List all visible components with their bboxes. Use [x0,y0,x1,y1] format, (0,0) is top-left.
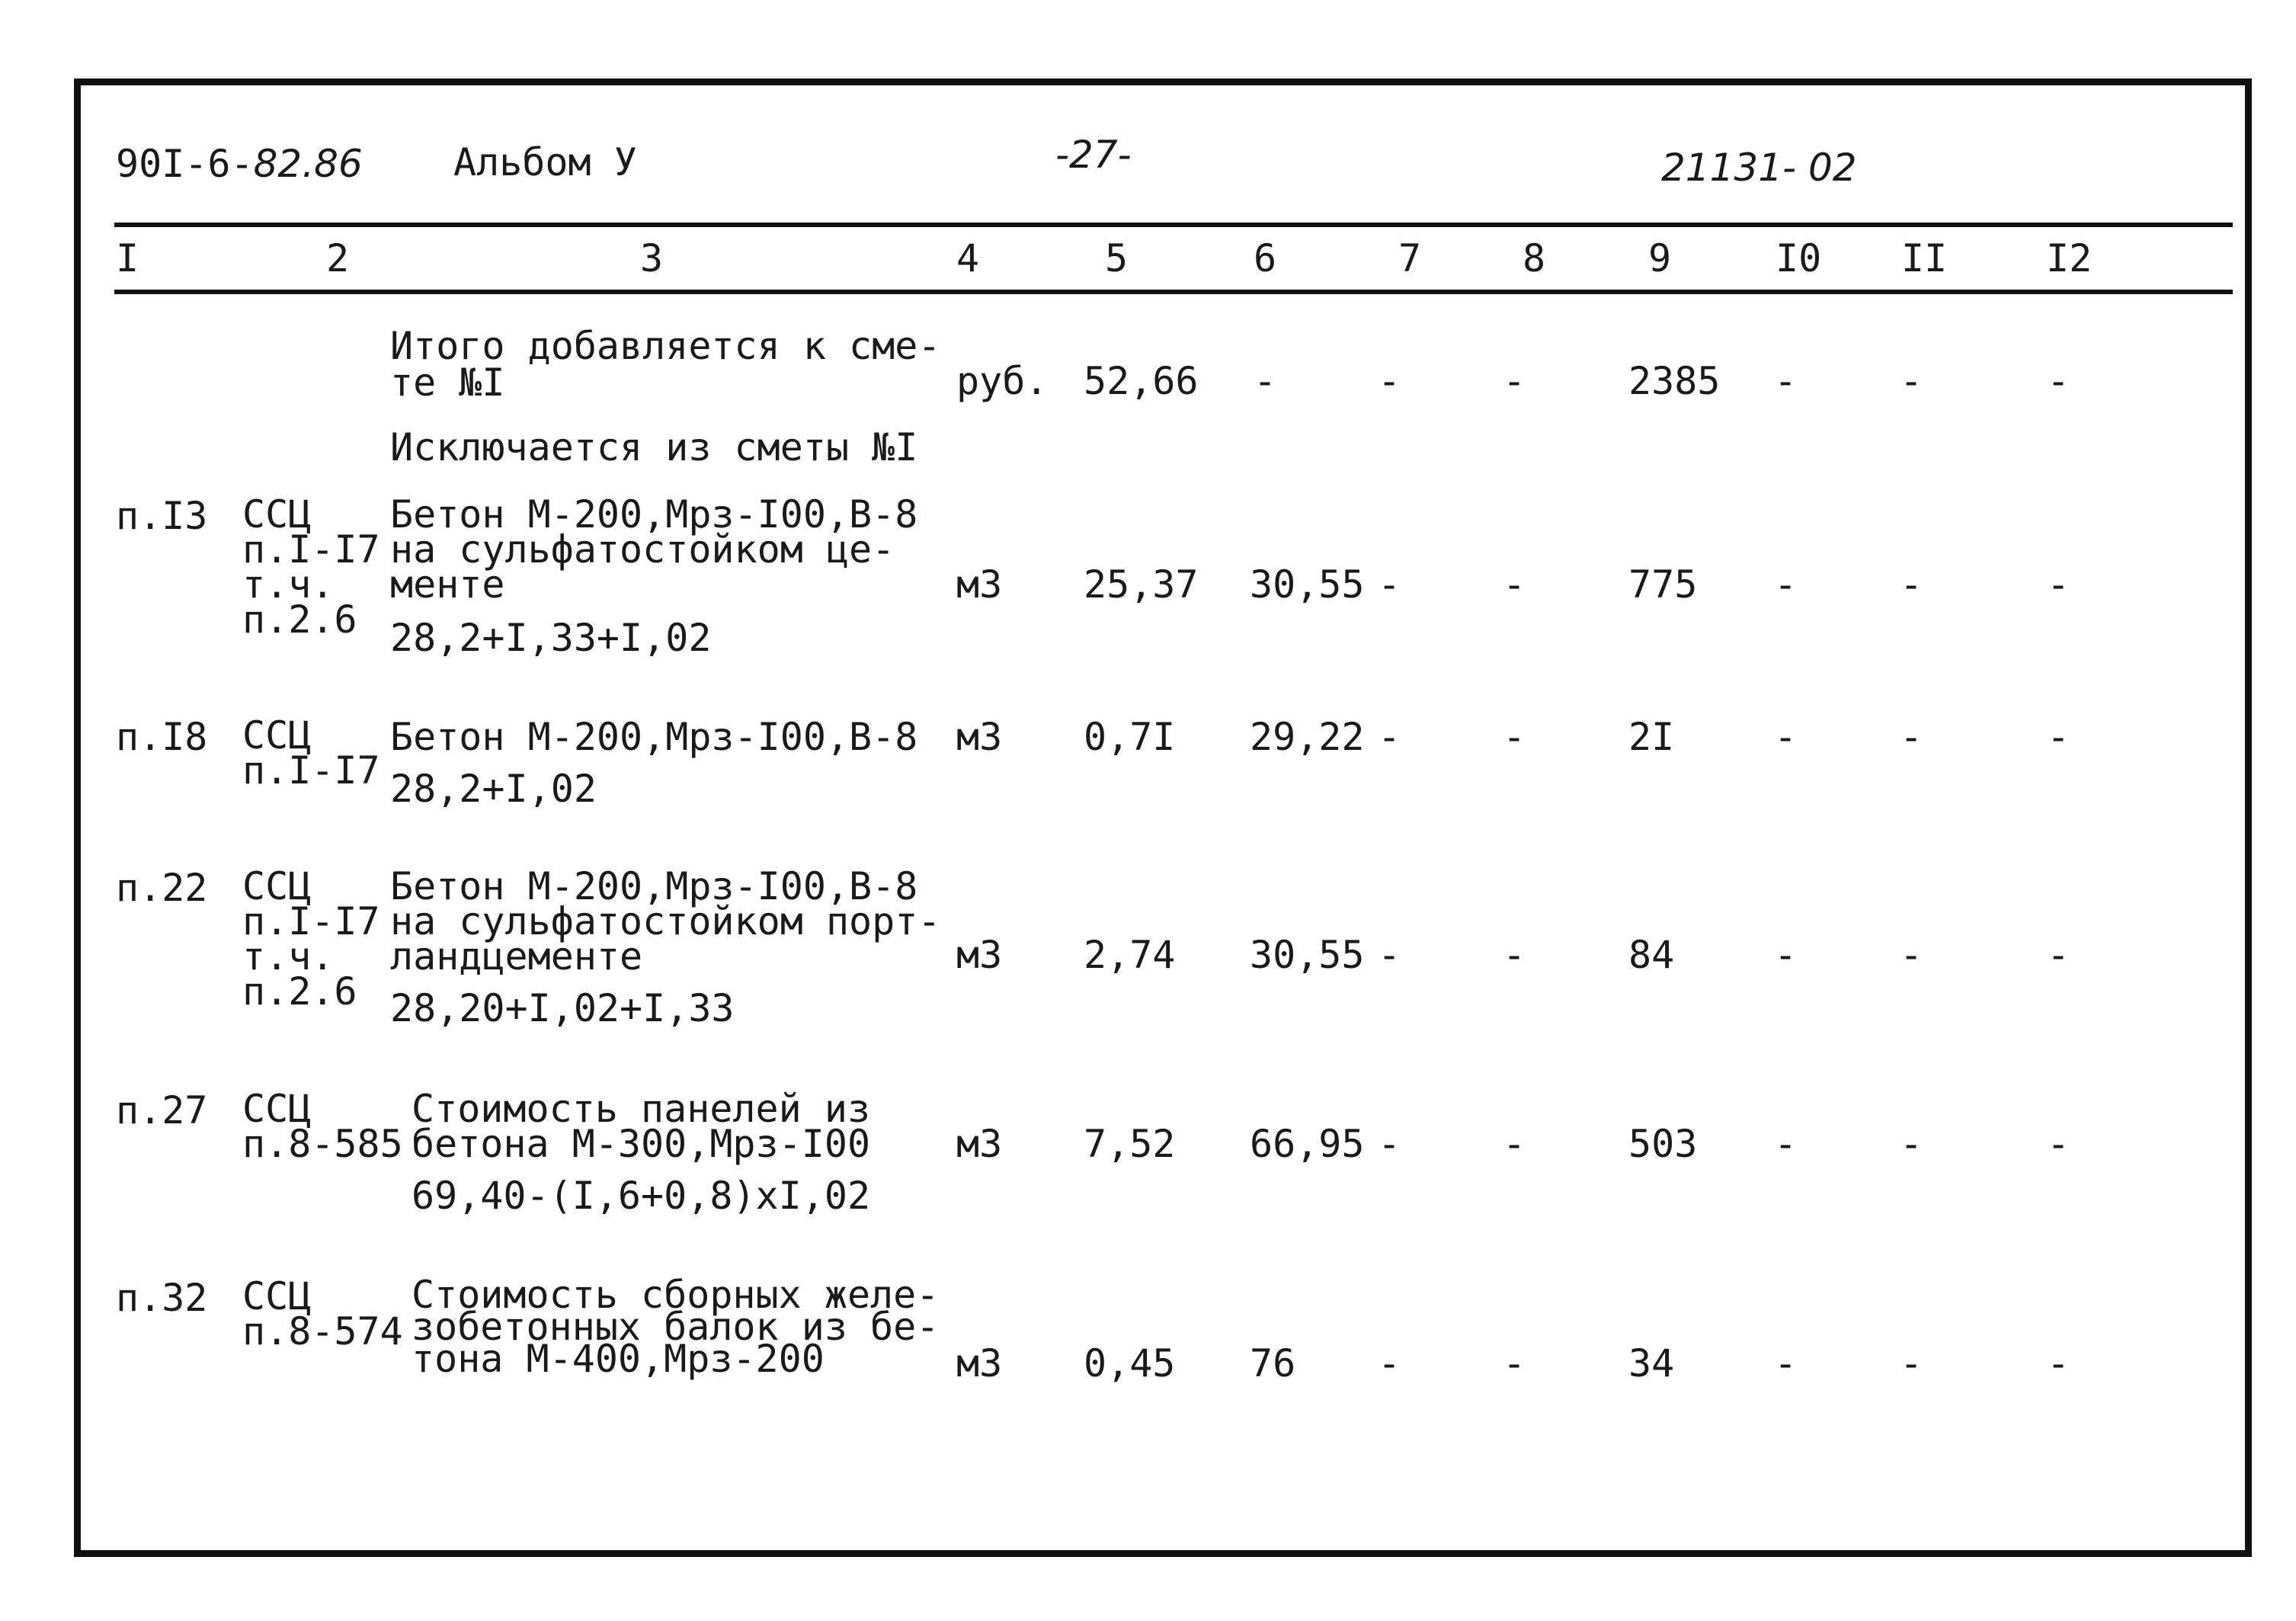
row-unit: м3 [956,562,1003,607]
row-col11: - [1900,359,1923,403]
doc-number: 21131- 02 [1661,146,1857,190]
row-col10: - [1774,562,1798,607]
column-header: 3 [640,236,664,280]
column-header: I2 [2046,236,2093,280]
column-header: 7 [1398,236,1422,280]
row-col6: 29,22 [1250,715,1365,759]
row-col7: - [1378,715,1401,759]
row-col8: - [1503,1122,1526,1166]
row-col9: 775 [1628,562,1698,607]
row-reference: ССЦ п.I-I7 т.ч. п.2.6 [242,864,380,1014]
row-col11: - [1900,562,1923,607]
row-col10: - [1774,359,1798,403]
column-header: 5 [1105,236,1129,280]
row-unit: руб. [956,359,1049,403]
row-col5: 0,45 [1084,1341,1176,1386]
row-col12: - [2047,933,2070,977]
row-col7: - [1378,933,1401,977]
column-header: 8 [1523,236,1546,280]
document-code-prefix: 90I-6- [116,142,254,186]
row-col9: 2I [1628,715,1675,759]
column-header: I [116,236,139,280]
row-col5: 0,7I [1084,715,1176,759]
row-col10: - [1774,715,1798,759]
row-col10: - [1774,1341,1798,1386]
column-header: I0 [1776,236,1822,280]
row-number: п.27 [116,1088,208,1132]
row-description: Стоимость панелей из бетона М-300,Мрз-I00 [411,1087,871,1166]
row-reference: ССЦ п.8-585 [242,1087,403,1166]
document-code-suffix: 82.86 [253,142,363,186]
row-col12: - [2047,1122,2070,1166]
row-col12: - [2047,715,2070,759]
row-col9: 34 [1628,1341,1675,1386]
row-number: п.I3 [116,494,208,538]
row-description: Бетон М-200,Мрз-I00,В-8 [390,715,918,759]
row-unit: м3 [956,715,1003,759]
row-col11: - [1900,933,1923,977]
row-description: Стоимость сборных желе- зобетонных балок из бе- тона М-400,Мрз-200 [411,1273,940,1381]
row-formula: 28,20+I,02+I,33 [390,986,735,1030]
column-header: 6 [1254,236,1277,280]
row-number: п.I8 [116,715,208,759]
row-description: Бетон М-200,Мрз-I00,В-8 на сульфатостойком це- менте [390,492,918,607]
row-col7: - [1378,1122,1401,1166]
row-col8: - [1503,933,1526,977]
row-col7: - [1378,1341,1401,1386]
row-reference: ССЦ п.I-I7 т.ч. п.2.6 [242,492,380,642]
row-col11: - [1900,1341,1923,1386]
column-header: 9 [1648,236,1672,280]
row-col5: 2,74 [1084,933,1176,977]
row-col6: 76 [1250,1341,1296,1386]
document-code [116,142,363,186]
row-col10: - [1774,1122,1798,1166]
page-number: -27- [1055,133,1132,177]
row-formula: 28,2+I,02 [390,767,597,811]
row-col8: - [1503,715,1526,759]
row-formula: 69,40-(I,6+0,8)xI,02 [411,1174,871,1218]
row-reference: ССЦ п.I-I7 [242,713,380,793]
row-col7: - [1378,562,1401,607]
row-col12: - [2047,359,2070,403]
row-col8: - [1503,562,1526,607]
row-col12: - [2047,1341,2070,1386]
row-col7: - [1378,359,1401,403]
row-description: Бетон М-200,Мрз-I00,В-8 на сульфатостойком порт- ландцементе [390,864,941,979]
row-col12: - [2047,562,2070,607]
row-col8: - [1503,1341,1526,1386]
row-description: Итого добавляется к сме- те №I [390,324,941,405]
row-col5: 52,66 [1084,359,1199,403]
row-col11: - [1900,715,1923,759]
row-unit: м3 [956,933,1003,977]
row-col6: 30,55 [1250,933,1365,977]
row-col6: - [1254,359,1277,403]
section-heading: Исключается из сметы №I [390,425,918,469]
row-formula: 28,2+I,33+I,02 [390,616,712,660]
header-bottom-rule [114,290,2233,294]
row-number: п.32 [116,1276,208,1320]
row-number: п.22 [116,866,208,910]
column-header: 4 [956,236,980,280]
row-col9: 84 [1628,933,1675,977]
album-label: Альбом У [453,140,637,184]
row-col5: 7,52 [1084,1122,1176,1166]
row-col11: - [1900,1122,1923,1166]
row-unit: м3 [956,1341,1003,1386]
column-header: II [1901,236,1948,280]
header-top-rule [114,223,2233,227]
row-col5: 25,37 [1084,562,1199,607]
row-unit: м3 [956,1122,1003,1166]
row-col10: - [1774,933,1798,977]
row-col6: 30,55 [1250,562,1365,607]
row-col9: 503 [1628,1122,1698,1166]
row-reference: ССЦ п.8-574 [242,1274,403,1354]
row-col6: 66,95 [1250,1122,1365,1166]
row-col8: - [1503,359,1526,403]
row-col9: 2385 [1628,359,1721,403]
column-header: 2 [326,236,350,280]
